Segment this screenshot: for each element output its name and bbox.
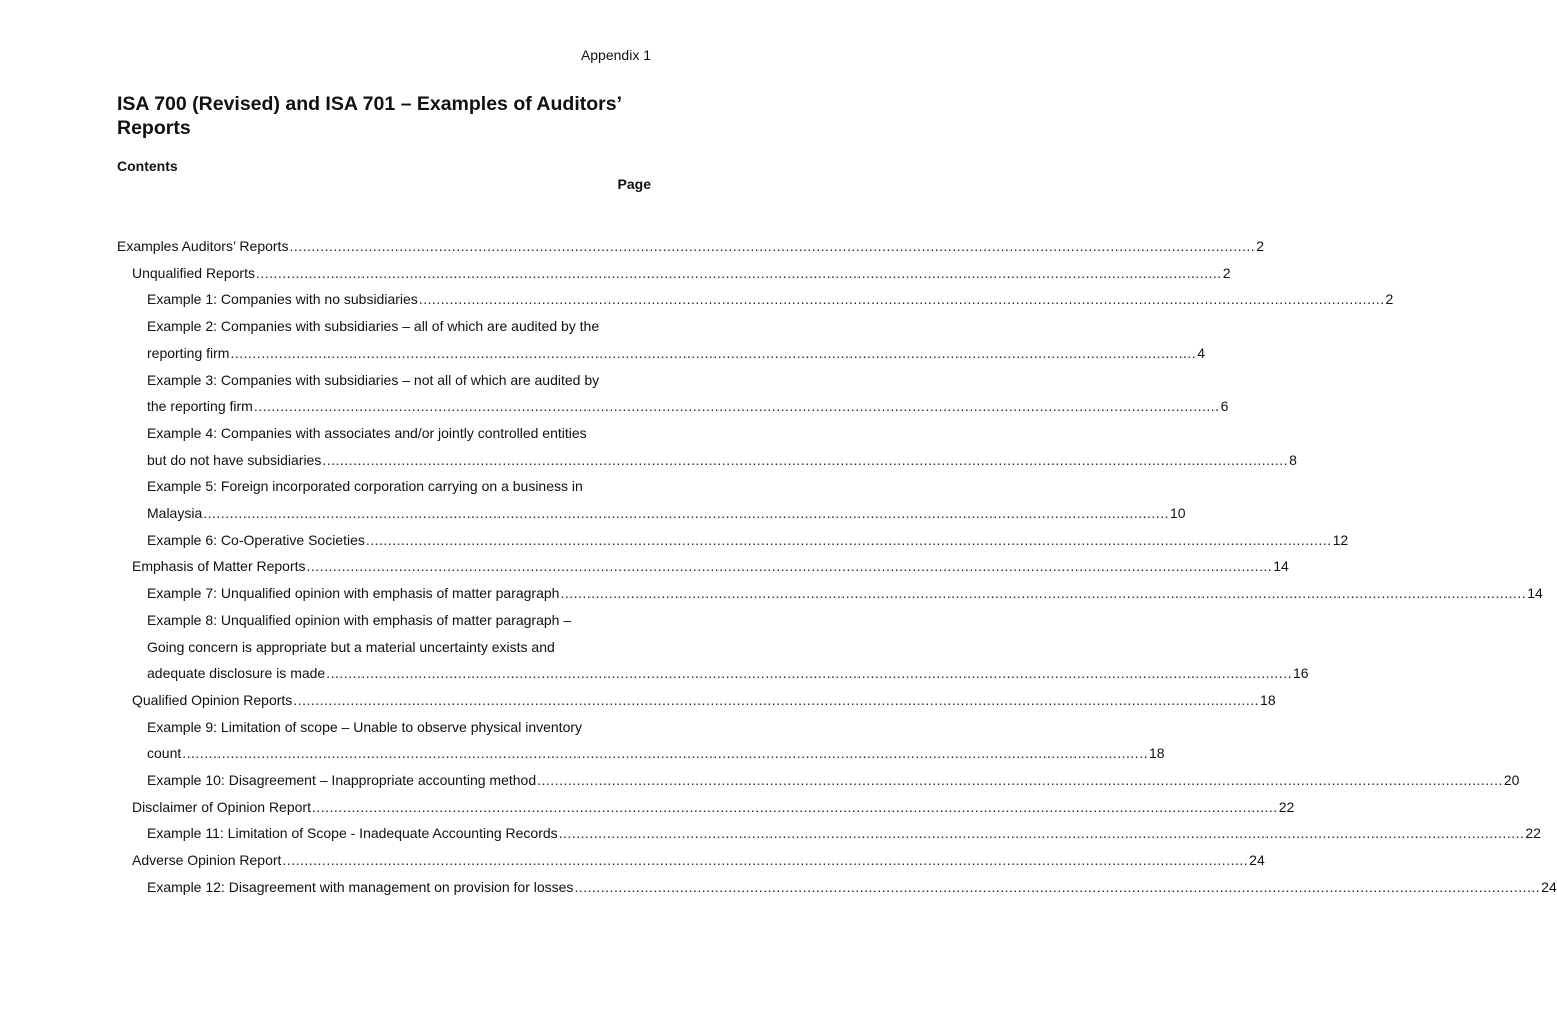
dot-leader: ............................................................................................................................................................................................................................ [306, 558, 1273, 575]
dot-leader: ............................................................................................................................................................................................................................ [230, 344, 1197, 361]
toc-page-number: 8 [1289, 451, 1297, 468]
dot-leader: ............................................................................................................................................................................................................................ [326, 665, 1292, 682]
page-column-heading: Page [617, 176, 651, 192]
table-of-contents [117, 233, 1557, 901]
toc-entry-text: Example 1: Companies with no subsidiaries [147, 291, 418, 308]
toc-entry-text: Examples Auditors’ Reports [117, 238, 289, 254]
toc-entry-text: Example 7: Unqualified opinion with emphasis of matter paragraph [147, 585, 560, 602]
dot-leader: ............................................................................................................................................................................................................................ [560, 585, 1527, 602]
toc-entry[interactable] [117, 794, 1295, 821]
toc-page-number: 22 [1278, 798, 1295, 815]
dot-leader: ............................................................................................................................................................................................................................ [289, 238, 1256, 254]
dot-leader: ............................................................................................................................................................................................................................ [203, 505, 1169, 522]
dot-leader: ............................................................................................................................................................................................................................ [322, 451, 1289, 468]
toc-page-number: 2 [1222, 264, 1231, 281]
toc-entry-text: Example 2: Companies with subsidiaries – all of which are audited by the [147, 318, 600, 335]
toc-entry[interactable] [117, 820, 1541, 847]
toc-entry[interactable] [117, 473, 1186, 526]
toc-entry-text: Malaysia [147, 505, 203, 522]
toc-entry[interactable] [117, 553, 1289, 580]
document-title: ISA 700 (Revised) and ISA 701 – Examples of Auditors’ Reports [117, 93, 621, 139]
dot-leader: ............................................................................................................................................................................................................................ [418, 291, 1385, 308]
toc-entry-text: Example 5: Foreign incorporated corporation carrying on a business in [147, 478, 583, 495]
dot-leader: ............................................................................................................................................................................................................................ [537, 772, 1503, 789]
toc-entry[interactable] [117, 367, 1229, 420]
toc-page-number: 6 [1220, 398, 1229, 415]
contents-heading: Contents [117, 158, 178, 174]
dot-leader: ............................................................................................................................................................................................................................ [558, 825, 1525, 842]
toc-entry-text: Adverse Opinion Report [132, 852, 282, 869]
toc-entry-text: adequate disclosure is made [147, 665, 326, 682]
toc-page-number: 4 [1197, 344, 1205, 361]
toc-entry[interactable] [117, 847, 1265, 874]
toc-entry[interactable] [117, 874, 1557, 901]
toc-entry-text: the reporting firm [147, 398, 253, 415]
toc-entry[interactable] [117, 233, 1264, 260]
toc-entry-text: but do not have subsidiaries [147, 451, 322, 468]
toc-entry[interactable] [117, 580, 1543, 607]
appendix-label: Appendix 1 [580, 47, 651, 63]
dot-leader: ............................................................................................................................................................................................................................ [574, 878, 1541, 895]
toc-entry[interactable] [117, 607, 1309, 687]
toc-entry-text: Example 3: Companies with subsidiaries – not all of which are audited by [147, 371, 600, 388]
toc-page-number: 16 [1292, 665, 1309, 682]
toc-page-number: 20 [1503, 772, 1520, 789]
toc-entry-text: Example 11: Limitation of Scope - Inadequate Accounting Records [147, 825, 558, 842]
dot-leader: ............................................................................................................................................................................................................................ [182, 745, 1148, 762]
toc-entry[interactable] [117, 527, 1349, 554]
dot-leader: ............................................................................................................................................................................................................................ [293, 691, 1260, 708]
toc-page-number: 18 [1260, 691, 1276, 708]
dot-leader: ............................................................................................................................................................................................................................ [253, 398, 1220, 415]
toc-page-number: 18 [1148, 745, 1165, 762]
toc-page-number: 2 [1256, 238, 1264, 254]
toc-page-number: 22 [1525, 825, 1541, 842]
toc-entry-text: Going concern is appropriate but a material uncertainty exists and [147, 638, 555, 655]
dot-leader: ............................................................................................................................................................................................................................ [282, 852, 1249, 869]
toc-page-number: 14 [1273, 558, 1289, 575]
toc-entry-text: Example 6: Co-Operative Societies [147, 531, 365, 548]
toc-entry[interactable] [117, 767, 1520, 794]
toc-page-number: 2 [1385, 291, 1394, 308]
toc-entry[interactable] [117, 687, 1276, 714]
toc-entry-text: Example 10: Disagreement – Inappropriate accounting method [147, 772, 537, 789]
toc-page-number: 14 [1527, 585, 1543, 602]
dot-leader: ............................................................................................................................................................................................................................ [311, 798, 1278, 815]
toc-entry-text: Disclaimer of Opinion Report [132, 798, 311, 815]
toc-entry-text: Qualified Opinion Reports [132, 691, 293, 708]
toc-entry[interactable] [117, 260, 1231, 287]
toc-entry-text: Example 9: Limitation of scope – Unable to observe physical inventory [147, 718, 583, 735]
dot-leader: ............................................................................................................................................................................................................................ [365, 531, 1332, 548]
toc-entry[interactable] [117, 420, 1297, 473]
toc-entry-text: reporting firm [147, 344, 230, 361]
toc-entry-text: Example 4: Companies with associates and/or jointly controlled entities [147, 424, 587, 441]
toc-entry-text: Example 12: Disagreement with management on provision for losses [147, 878, 574, 895]
toc-entry-text: Emphasis of Matter Reports [132, 558, 306, 575]
toc-entry[interactable] [117, 286, 1394, 313]
toc-entry-text: count [147, 745, 182, 762]
toc-entry[interactable] [117, 714, 1165, 767]
toc-page-number: 24 [1249, 852, 1265, 869]
toc-page-number: 24 [1541, 878, 1557, 895]
dot-leader: ............................................................................................................................................................................................................................ [255, 264, 1222, 281]
toc-entry-text: Unqualified Reports [132, 264, 255, 281]
toc-page-number: 10 [1169, 505, 1186, 522]
toc-page-number: 12 [1332, 531, 1349, 548]
toc-entry[interactable] [117, 313, 1205, 366]
toc-entry-text: Example 8: Unqualified opinion with emphasis of matter paragraph – [147, 611, 572, 628]
